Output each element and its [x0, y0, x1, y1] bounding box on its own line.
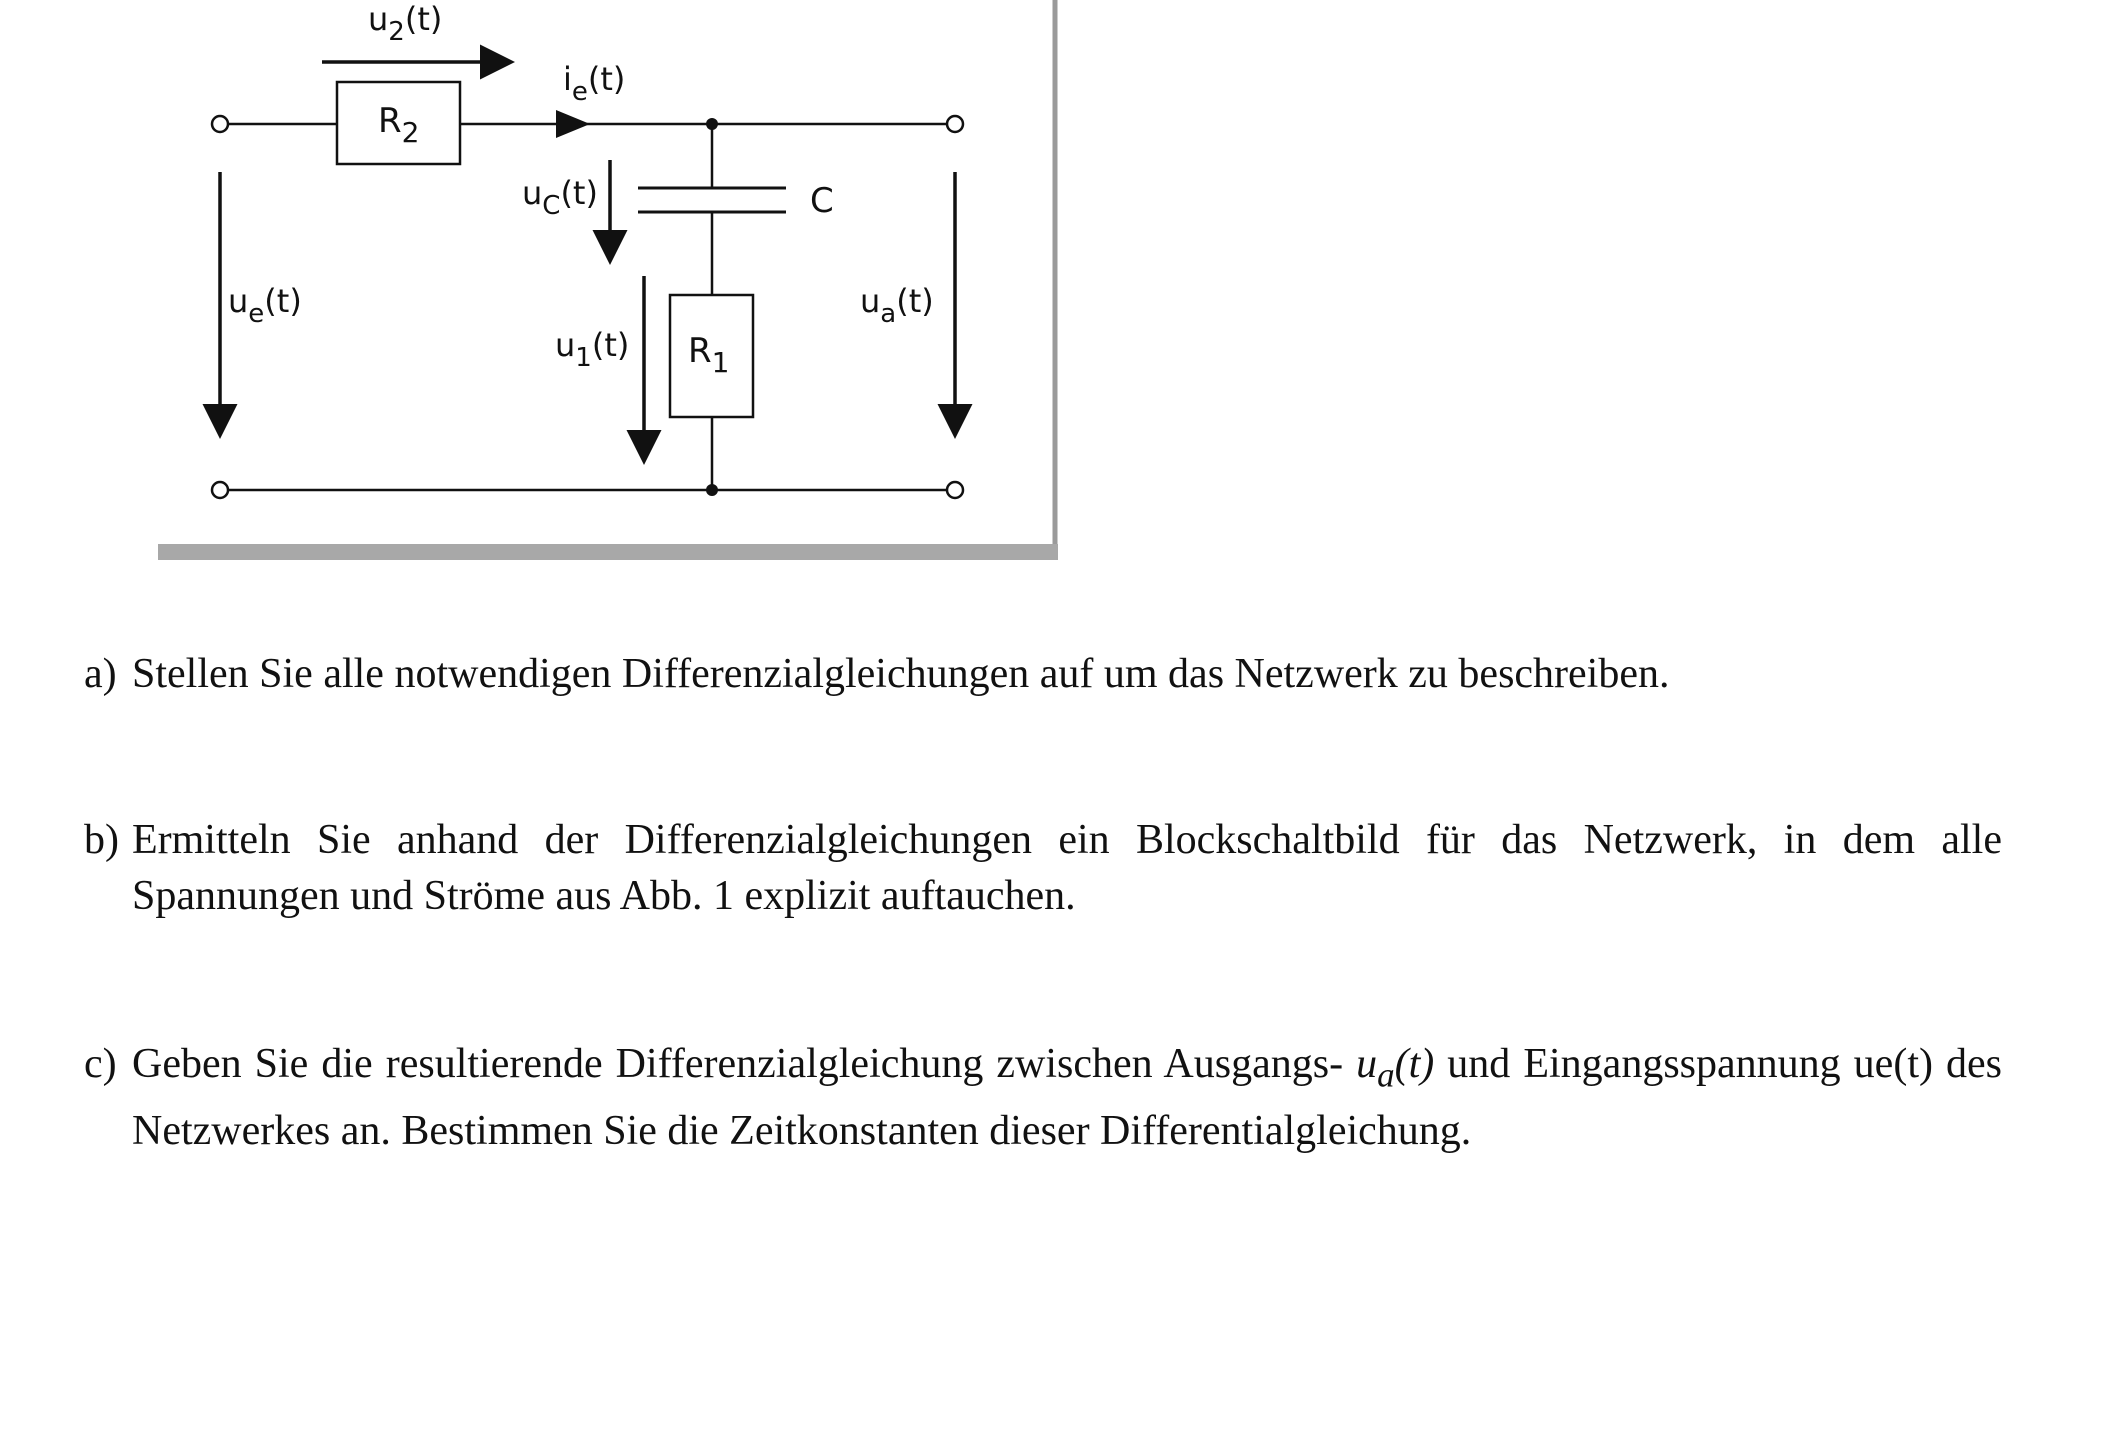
- u2-label: $u_2(t)$: [368, 0, 443, 47]
- terminal-input-top: [212, 116, 228, 132]
- task-c-text-before: Geben Sie die resultierende Differenzialgleichung zwischen Ausgangs-: [132, 1041, 1357, 1087]
- task-c-marker: c): [84, 1041, 117, 1087]
- u1-label: $u_1(t)$: [555, 326, 630, 373]
- ue-label: $u_e(t)$: [228, 282, 302, 329]
- task-a: [84, 646, 2002, 702]
- junction-top: [706, 118, 718, 130]
- task-c-text-after: und Eingangsspannung ue(t) des Netzwerkes an. Bestimmen Sie die Zeitkonstanten dieser Differentialgleichung.: [132, 1041, 2002, 1155]
- resistor-r2-label: $R_2$: [378, 101, 420, 149]
- ua-label: $u_a(t)$: [860, 282, 934, 329]
- task-b: [84, 812, 2002, 924]
- ie-arrow: [556, 110, 590, 138]
- task-c-text: [132, 1041, 2002, 1154]
- junction-bottom: [706, 484, 718, 496]
- capacitor-label: C: [810, 181, 834, 221]
- ie-label: $i_e(t)$: [563, 60, 626, 107]
- task-b-text: Ermitteln Sie anhand der Differenzialgleichungen ein Blockschaltbild für das Netzwerk, in dem alle Spannungen und Ströme aus Abb. 1 explizit auftauchen.: [132, 817, 2002, 919]
- figure-frame-bottom: [158, 544, 1058, 560]
- terminal-output-bottom: [947, 482, 963, 498]
- circuit-diagram: [0, 0, 1060, 565]
- resistor-r1-label: $R_1$: [688, 331, 730, 379]
- uc-label: $u_C(t)$: [522, 174, 598, 221]
- task-c-math-ua: $u_a(t)$: [1356, 1041, 1435, 1095]
- task-a-marker: a): [84, 651, 117, 697]
- task-b-marker: b): [84, 817, 119, 863]
- terminal-output-top: [947, 116, 963, 132]
- terminal-input-bottom: [212, 482, 228, 498]
- task-c: [84, 1036, 2002, 1159]
- task-a-text: Stellen Sie alle notwendigen Differenzialgleichungen auf um das Netzwerk zu beschreiben.: [132, 651, 1670, 697]
